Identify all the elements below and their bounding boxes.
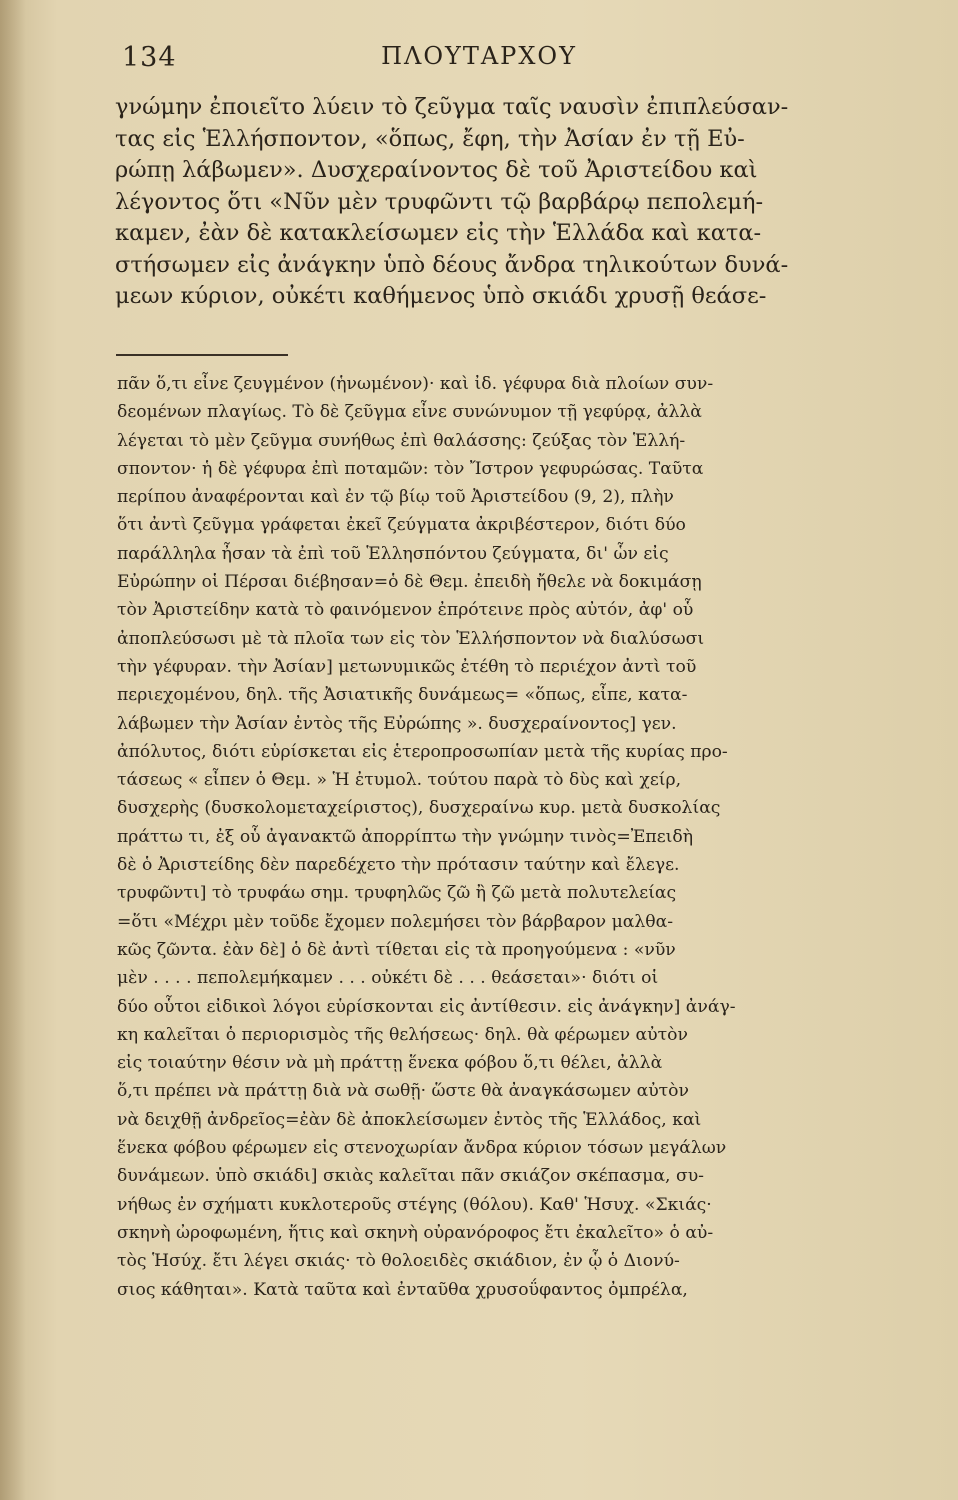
note-line: τρυφῶντι] τὸ τρυφάω σημ. τρυφηλῶς ζῶ ἢ ζῶ μετὰ πολυτελείας	[117, 883, 677, 904]
main-text-line: στήσωμεν εἰς ἀνάγκην ὑπὸ δέους ἄνδρα τηλικούτων δυνά-	[115, 251, 789, 278]
note-line: πράττω τι, ἐξ οὗ ἀγανακτῶ ἀπορρίπτω τὴν γνώμην τινὸς=Ἐπειδὴ	[117, 826, 693, 847]
note-line: λάβωμεν τὴν Ἀσίαν ἐντὸς τῆς Εὐρώπης ». δυσχεραίνοντος] γεν.	[117, 713, 677, 734]
note-line: τάσεως « εἶπεν ὁ Θεμ. » Ἡ ἐτυμολ. τούτου παρὰ τὸ δὺς καὶ χείρ,	[117, 770, 682, 791]
note-line: τὸς Ἡσύχ. ἔτι λέγει σκιάς· τὸ θολοειδὲς σκιάδιον, ἐν ᾧ ὁ Διονύ-	[117, 1251, 680, 1272]
note-line: =ὅτι «Μέχρι μὲν τοῦδε ἔχομεν πολεμήσει τὸν βάρβαρον μαλθα-	[117, 911, 674, 932]
main-text-line: ρώπῃ λάβωμεν». Δυσχεραίνοντος δὲ τοῦ Ἀριστείδου καὶ	[115, 157, 758, 183]
running-title: ΠΛΟΥΤΑΡΧΟΥ	[381, 42, 577, 70]
note-line: δεομένων πλαγίως. Τὸ δὲ ζεῦγμα εἶνε συνώνυμον τῇ γεφύρᾳ, ἀλλὰ	[117, 402, 702, 423]
note-line: σιος κάθηται». Κατὰ ταῦτα καὶ ἐνταῦθα χρυσοΰφαντος ὀμπρέλα,	[117, 1279, 688, 1300]
note-line: δὲ ὁ Ἀριστείδης δὲν παρεδέχετο τὴν πρότασιν ταύτην καὶ ἔλεγε.	[117, 855, 680, 876]
note-line: πᾶν ὅ,τι εἶνε ζευγμένον (ἡνωμένον)· καὶ ἰδ. γέφυρα διὰ πλοίων συν-	[117, 374, 714, 394]
note-line: ἀπόλυτος, διότι εὑρίσκεται εἰς ἑτεροπροσωπίαν μετὰ τῆς κυρίας προ-	[117, 741, 728, 762]
note-line: δύο οὗτοι εἰδικοὶ λόγοι εὑρίσκονται εἰς ἀντίθεσιν. εἰς ἀνάγκην] ἀνάγ-	[117, 996, 736, 1017]
note-line: εἰς τοιαύτην θέσιν νὰ μὴ πράττῃ ἕνεκα φόβου ὅ,τι θέλει, ἀλλὰ	[117, 1053, 663, 1074]
binding-shadow	[0, 0, 26, 1500]
note-line: ἕνεκα φόβου φέρωμεν εἰς στενοχωρίαν ἄνδρα κύριον τόσων μεγάλων	[117, 1138, 727, 1159]
note-line: μὲν . . . . πεπολεμήκαμεν . . . οὐκέτι δὲ . . . θεάσεται»· διότι οἱ	[117, 968, 659, 989]
main-text-line: καμεν, ἐὰν δὲ κατακλείσωμεν εἰς τὴν Ἑλλάδα καὶ κατα-	[115, 220, 762, 246]
main-text-line: μεων κύριον, οὐκέτι καθήμενος ὑπὸ σκιάδι χρυσῇ θεάσε-	[115, 283, 767, 309]
note-line: δυσχερὴς (δυσκολομεταχείριστος), δυσχεραίνω κυρ. μετὰ δυσκολίας	[117, 798, 721, 819]
note-line: σποντον· ἡ δὲ γέφυρα ἐπὶ ποταμῶν: τὸν Ἴστρον γεφυρώσας. Ταῦτα	[117, 458, 704, 479]
page-number: 134	[122, 42, 177, 73]
note-line: ἀποπλεύσωσι μὲ τὰ πλοῖα των εἰς τὸν Ἑλλήσποντον νὰ διαλύσωσι	[117, 628, 705, 649]
note-line: παράλληλα ἦσαν τὰ ἐπὶ τοῦ Ἑλλησπόντου ζεύγματα, δι' ὧν εἰς	[117, 543, 669, 564]
note-line: περίπου ἀναφέρονται καὶ ἐν τῷ βίῳ τοῦ Ἀριστείδου (9, 2), πλὴν	[117, 487, 674, 508]
commentary-notes	[117, 370, 867, 1304]
main-text	[115, 92, 863, 313]
note-line: δυνάμεων. ὑπὸ σκιάδι] σκιὰς καλεῖται πᾶν σκιάζον σκέπασμα, συ-	[117, 1166, 704, 1187]
note-line: λέγεται τὸ μὲν ζεῦγμα συνήθως ἐπὶ θαλάσσης: ζεύξας τὸν Ἑλλή-	[117, 430, 686, 451]
note-line: νὰ δειχθῇ ἀνδρεῖος=ἐὰν δὲ ἀποκλείσωμεν ἐντὸς τῆς Ἑλλάδος, καὶ	[117, 1109, 702, 1130]
note-line: ὅτι ἀντὶ ζεῦγμα γράφεται ἐκεῖ ζεύγματα ἀκριβέστερον, διότι δύο	[117, 515, 686, 536]
note-line: κῶς ζῶντα. ἐὰν δὲ] ὁ δὲ ἀντὶ τίθεται εἰς τὰ προηγούμενα : «νῦν	[117, 939, 676, 960]
main-text-line: γνώμην ἐποιεῖτο λύειν τὸ ζεῦγμα ταῖς ναυσὶν ἐπιπλεύσαν-	[115, 94, 789, 120]
note-line: τὸν Ἀριστείδην κατὰ τὸ φαινόμενον ἐπρότεινε πρὸς αὐτόν, ἀφ' οὗ	[117, 600, 694, 621]
note-line: ὅ,τι πρέπει νὰ πράττῃ διὰ νὰ σωθῇ· ὥστε θὰ ἀναγκάσωμεν αὐτὸν	[117, 1081, 689, 1102]
note-line: σκηνὴ ὠροφωμένη, ἥτις καὶ σκηνὴ οὐρανόροφος ἔτι ἐκαλεῖτο» ὁ αὐ-	[117, 1222, 714, 1243]
main-text-line: τας εἰς Ἑλλήσποντον, «ὅπως, ἔφη, τὴν Ἀσίαν ἐν τῇ Εὐ-	[115, 125, 745, 152]
note-line: περιεχομένου, δηλ. τῆς Ἀσιατικῆς δυνάμεως= «ὅπως, εἶπε, κατα-	[117, 685, 688, 706]
note-line: τὴν γέφυραν. τὴν Ἀσίαν] μετωνυμικῶς ἐτέθη τὸ περιέχον ἀντὶ τοῦ	[117, 656, 697, 677]
footnote-rule	[116, 354, 288, 356]
note-line: νήθως ἐν σχήματι κυκλοτεροῦς στέγης (θόλου). Καθ' Ἡσυχ. «Σκιάς·	[117, 1194, 712, 1215]
note-line: Εὐρώπην οἱ Πέρσαι διέβησαν=ὁ δὲ Θεμ. ἐπειδὴ ἤθελε νὰ δοκιμάσῃ	[117, 572, 702, 593]
main-text-line: λέγοντος ὅτι «Νῦν μὲν τρυφῶντι τῷ βαρβάρῳ πεπολεμή-	[115, 188, 764, 215]
note-line: κη καλεῖται ὁ περιορισμὸς τῆς θελήσεως· δηλ. θὰ φέρωμεν αὐτὸν	[117, 1024, 688, 1045]
